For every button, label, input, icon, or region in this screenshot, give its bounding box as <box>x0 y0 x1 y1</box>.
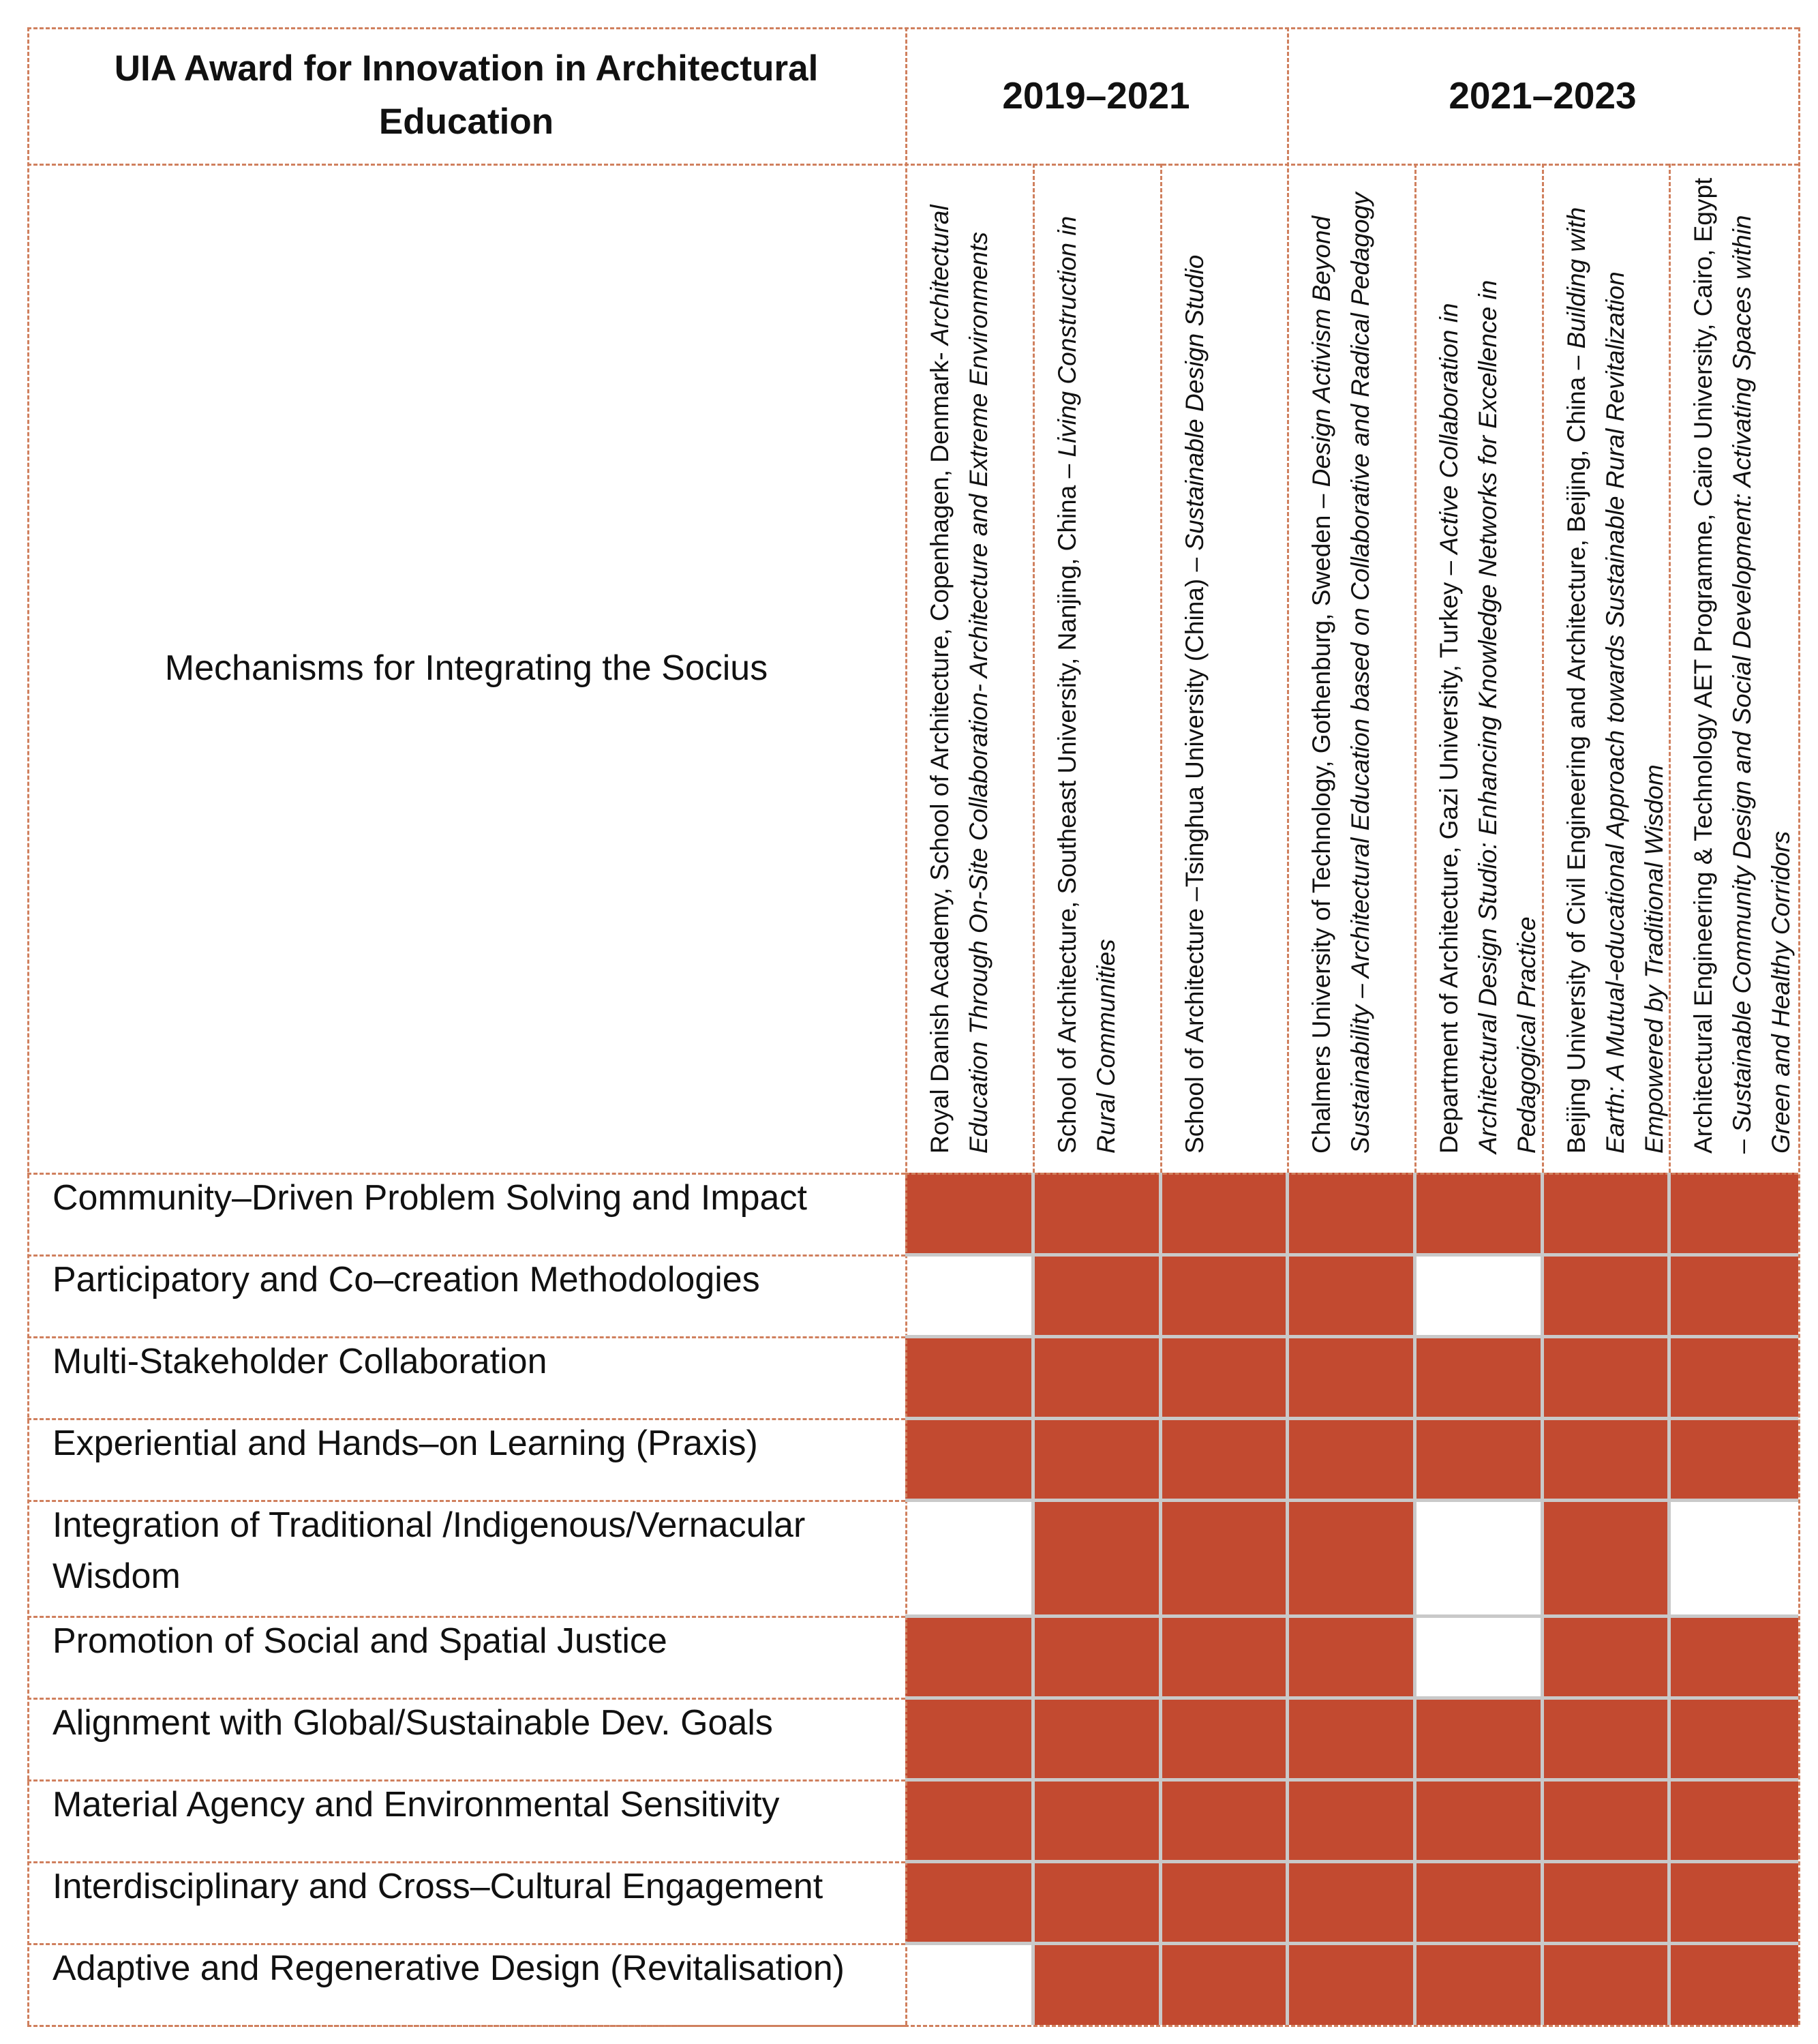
filled-cell <box>1033 1418 1160 1500</box>
criterion-label <box>27 1418 905 1500</box>
cell-divider <box>905 1778 1798 1782</box>
school-header-text <box>1429 172 1541 1154</box>
cell-divider <box>1031 1173 1035 2025</box>
cell-divider <box>905 1860 1798 1863</box>
filled-cell <box>1033 1861 1160 1943</box>
school-header <box>1160 164 1287 1173</box>
criterion-label <box>27 1336 905 1418</box>
criterion-label <box>27 1861 905 1943</box>
filled-cell <box>1160 1698 1287 1779</box>
filled-cell <box>1287 1861 1414 1943</box>
grid-line <box>27 164 1798 166</box>
filled-cell <box>1160 1418 1287 1500</box>
filled-cell <box>1033 1698 1160 1779</box>
project-title: Active Collaboration in Architectural Design Studio: Enhancing Knowledge Networks for Excellence in Pedagogical Practice <box>1435 280 1541 1154</box>
filled-cell <box>1542 1254 1669 1336</box>
criterion-text: Community–Driven Problem Solving and Impact <box>52 1178 807 1218</box>
criterion-text: Experiential and Hands–on Learning (Praxis) <box>52 1424 758 1463</box>
filled-cell <box>1669 1943 1798 2025</box>
criterion-label <box>27 1943 905 2025</box>
filled-cell <box>1542 1173 1669 1254</box>
project-title: Architectural Education Through On-Site Collaboration- Architecture and Extreme Environments <box>926 205 993 1154</box>
filled-cell <box>905 1861 1033 1943</box>
filled-cell <box>1542 1698 1669 1779</box>
filled-cell <box>1033 1254 1160 1336</box>
filled-cell <box>1542 1943 1669 2025</box>
filled-cell <box>1669 1336 1798 1418</box>
criterion-label <box>27 1698 905 1779</box>
empty-cell <box>1669 1500 1798 1616</box>
empty-cell <box>905 1943 1033 2025</box>
criterion-text: Participatory and Co–creation Methodologies <box>52 1260 760 1299</box>
filled-cell <box>905 1336 1033 1418</box>
school-name: Royal Danish Academy, School of Architecture, Copenhagen, Denmark- <box>926 345 954 1154</box>
filled-cell <box>1414 1779 1542 1861</box>
cell-divider <box>905 1942 1798 1945</box>
criterion-text: Alignment with Global/Sustainable Dev. Goals <box>52 1703 773 1743</box>
project-title: Living Construction in Rural Communities <box>1053 215 1120 1154</box>
filled-cell <box>1033 1616 1160 1698</box>
grid-line <box>27 1779 905 1782</box>
cell-divider <box>1413 1173 1416 2025</box>
filled-cell <box>1414 1698 1542 1779</box>
empty-cell <box>1414 1616 1542 1698</box>
cell-divider <box>905 1335 1798 1338</box>
empty-cell <box>1414 1254 1542 1336</box>
school-header <box>1414 164 1542 1173</box>
filled-cell <box>1542 1616 1669 1698</box>
project-title: Building with Earth: A Mutual-educational Approach towards Sustainable Rural Revitalization Empowered by Traditional Wisdom <box>1562 207 1668 1154</box>
grid-line <box>27 1173 905 1175</box>
filled-cell <box>1033 1173 1160 1254</box>
filled-cell <box>1033 1779 1160 1861</box>
school-header <box>1287 164 1414 1173</box>
table-title-text: UIA Award for Innovation in Architectural Education <box>114 48 819 142</box>
grid-line <box>1542 164 1544 1173</box>
grid-line <box>27 27 29 2025</box>
project-title: Design Activism Beyond Sustainability – Architectural Education based on Collaborative and Radical Pedagogy <box>1307 192 1374 1154</box>
criterion-text: Integration of Traditional /Indigenous/Vernacular Wisdom <box>52 1505 806 1596</box>
grid-line <box>27 1698 905 1700</box>
grid-line <box>27 2025 905 2027</box>
project-title: Sustainable Design Studio <box>1181 254 1209 551</box>
school-header-text <box>1302 172 1374 1154</box>
grid-line <box>1669 164 1671 1173</box>
filled-cell <box>1160 1779 1287 1861</box>
criterion-text: Multi-Stakeholder Collaboration <box>52 1342 547 1381</box>
filled-cell <box>905 1616 1033 1698</box>
filled-cell <box>1414 1418 1542 1500</box>
grid-line <box>1798 27 1800 2025</box>
filled-cell <box>1287 1418 1414 1500</box>
cell-divider <box>1541 1173 1544 2025</box>
empty-cell <box>905 1500 1033 1616</box>
period-label: 2021–2023 <box>1449 74 1637 117</box>
filled-cell <box>1669 1254 1798 1336</box>
filled-cell <box>1669 1173 1798 1254</box>
school-name: Architectural Engineering & Technology AET Programme, Cairo University, Cairo, Egypt – <box>1689 177 1756 1154</box>
grid-line <box>1160 164 1162 1173</box>
filled-cell <box>1287 1616 1414 1698</box>
filled-cell <box>1542 1500 1669 1616</box>
filled-cell <box>905 1698 1033 1779</box>
school-name: Chalmers University of Technology, Gothenburg, Sweden – <box>1307 487 1335 1154</box>
grid-line <box>27 27 1798 29</box>
criterion-label <box>27 1779 905 1861</box>
criterion-label <box>27 1500 905 1616</box>
filled-cell <box>1160 1336 1287 1418</box>
filled-cell <box>1287 1779 1414 1861</box>
filled-cell <box>1542 1418 1669 1500</box>
school-header-text <box>1048 172 1120 1154</box>
filled-cell <box>1160 1616 1287 1698</box>
grid-line <box>905 27 907 2025</box>
filled-cell <box>1033 1336 1160 1418</box>
cell-divider <box>905 1696 1798 1700</box>
school-header <box>1542 164 1669 1173</box>
criterion-text: Interdisciplinary and Cross–Cultural Engagement <box>52 1867 823 1906</box>
mechanisms-label <box>27 164 905 1173</box>
filled-cell <box>1287 1698 1414 1779</box>
table-title <box>27 27 905 164</box>
grid-line <box>27 1336 905 1338</box>
filled-cell <box>1160 1254 1287 1336</box>
filled-cell <box>1542 1861 1669 1943</box>
school-name: Beijing University of Civil Engineering and Architecture, Beijing, China – <box>1562 348 1590 1154</box>
grid-line <box>27 1943 905 1945</box>
filled-cell <box>1414 1861 1542 1943</box>
mechanisms-label-text: Mechanisms for Integrating the Socius <box>164 648 768 688</box>
filled-cell <box>1287 1254 1414 1336</box>
cell-divider <box>1159 1173 1162 2025</box>
filled-cell <box>1669 1861 1798 1943</box>
filled-cell <box>1542 1779 1669 1861</box>
school-header <box>905 164 1033 1173</box>
cell-divider <box>905 1499 1798 1502</box>
filled-cell <box>1669 1418 1798 1500</box>
grid-line <box>905 1173 1798 1175</box>
school-header-text <box>1557 172 1668 1154</box>
filled-cell <box>905 1418 1033 1500</box>
period-label: 2019–2021 <box>1002 74 1190 117</box>
filled-cell <box>1669 1779 1798 1861</box>
filled-cell <box>905 1779 1033 1861</box>
filled-cell <box>905 1173 1033 1254</box>
school-header-text <box>920 172 993 1154</box>
cell-divider <box>905 1417 1798 1420</box>
filled-cell <box>1287 1943 1414 2025</box>
filled-cell <box>1414 1943 1542 2025</box>
filled-cell <box>1160 1173 1287 1254</box>
project-title: Sustainable Community Design and Social Development: Activating Spaces within Green and Healthy Corridors <box>1728 215 1795 1154</box>
grid-line <box>27 1500 905 1502</box>
filled-cell <box>1033 1500 1160 1616</box>
cell-divider <box>1667 1173 1671 2025</box>
period-header-1 <box>905 27 1287 164</box>
grid-line <box>27 1254 905 1257</box>
criterion-label <box>27 1173 905 1254</box>
grid-line <box>27 1616 905 1618</box>
school-header-text <box>1175 172 1209 1154</box>
filled-cell <box>1669 1616 1798 1698</box>
period-header-2 <box>1287 27 1798 164</box>
cell-divider <box>905 1253 1798 1257</box>
school-header <box>1669 164 1798 1173</box>
filled-cell <box>1669 1698 1798 1779</box>
filled-cell <box>1160 1500 1287 1616</box>
empty-cell <box>905 1254 1033 1336</box>
filled-cell <box>1160 1943 1287 2025</box>
school-header <box>1033 164 1160 1173</box>
filled-cell <box>1033 1943 1160 2025</box>
grid-line <box>27 1861 905 1863</box>
school-name: Department of Architecture, Gazi University, Turkey – <box>1435 554 1463 1154</box>
criterion-text: Adaptive and Regenerative Design (Revitalisation) <box>52 1949 845 1988</box>
filled-cell <box>1287 1500 1414 1616</box>
grid-line <box>27 1418 905 1420</box>
criterion-label <box>27 1254 905 1336</box>
cell-divider <box>1286 1173 1289 2025</box>
empty-cell <box>1414 1500 1542 1616</box>
filled-cell <box>1542 1336 1669 1418</box>
filled-cell <box>1287 1336 1414 1418</box>
school-name: School of Architecture –Tsinghua University (China) – <box>1181 550 1209 1154</box>
school-header-text <box>1684 172 1795 1154</box>
filled-cell <box>1287 1173 1414 1254</box>
school-name: School of Architecture, Southeast University, Nanjing, China – <box>1053 457 1081 1154</box>
grid-line <box>1414 164 1416 1173</box>
cell-divider <box>905 1614 1798 1618</box>
filled-cell <box>1414 1173 1542 1254</box>
criterion-text: Material Agency and Environmental Sensitivity <box>52 1785 780 1824</box>
criterion-label <box>27 1616 905 1698</box>
filled-cell <box>1414 1336 1542 1418</box>
grid-line <box>1287 27 1289 1173</box>
criterion-text: Promotion of Social and Spatial Justice <box>52 1621 667 1661</box>
grid-line <box>1033 164 1035 1173</box>
filled-cell <box>1160 1861 1287 1943</box>
